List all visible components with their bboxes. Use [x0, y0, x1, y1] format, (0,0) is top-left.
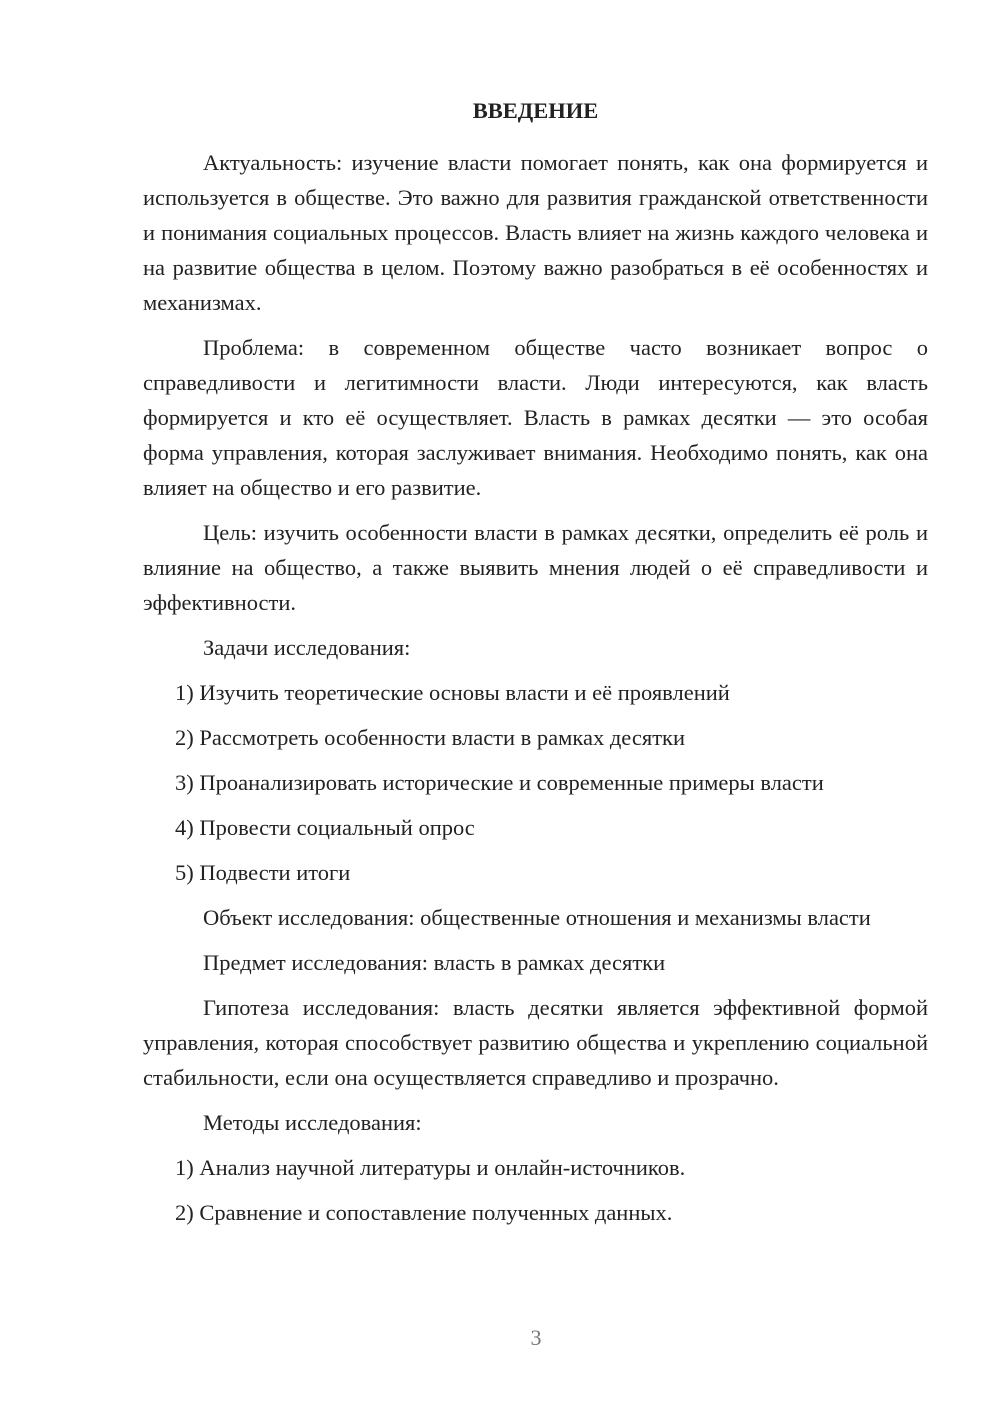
list-item: 5) Подвести итоги: [175, 860, 351, 885]
list-item: 2) Сравнение и сопоставление полученных данных.: [175, 1200, 673, 1225]
document-page: [143, 93, 928, 1240]
relevance-paragraph: Актуальность: изучение власти помогает понять, как она формируется и используется в обществе. Это важно для развития гражданской ответственности и понимания социальных процессов. Власть влияет на жизнь каждого человека и на развитие общества в целом. Поэтому важно разобраться в её особенностях и механизмах.: [143, 150, 928, 315]
subject-paragraph: Предмет исследования: власть в рамках десятки: [203, 950, 666, 975]
list-item: 3) Проанализировать исторические и современные примеры власти: [175, 770, 824, 795]
methods-list: [143, 1150, 928, 1230]
problem-paragraph: Проблема: в современном обществе часто возникает вопрос о справедливости и легитимности власти. Люди интересуются, как власть формируется и кто её осуществляет. Власть в рамках десятки — это особая форма управления, которая заслуживает внимания. Необходимо понять, как она влияет на общество и его развитие.: [143, 335, 928, 500]
hypothesis-paragraph: Гипотеза исследования: власть десятки является эффективной формой управления, которая способствует развитию общества и укреплению социальной стабильности, если она осуществляется справедливо и прозрачно.: [143, 995, 928, 1090]
list-item: 1) Изучить теоретические основы власти и её проявлений: [175, 680, 730, 705]
object-paragraph: Объект исследования: общественные отношения и механизмы власти: [203, 905, 871, 930]
page-title: ВВЕДЕНИЕ: [472, 98, 599, 123]
tasks-list: [143, 675, 928, 890]
methods-label: Методы исследования:: [203, 1110, 422, 1135]
list-item: 2) Рассмотреть особенности власти в рамках десятки: [175, 725, 685, 750]
list-item: 4) Провести социальный опрос: [175, 815, 475, 840]
goal-paragraph: Цель: изучить особенности власти в рамках десятки, определить её роль и влияние на общество, а также выявить мнения людей о её справедливости и эффективности.: [143, 520, 928, 615]
page-number: 3: [530, 1325, 542, 1350]
list-item: 1) Анализ научной литературы и онлайн-источников.: [175, 1155, 686, 1180]
tasks-label: Задачи исследования:: [203, 635, 411, 660]
